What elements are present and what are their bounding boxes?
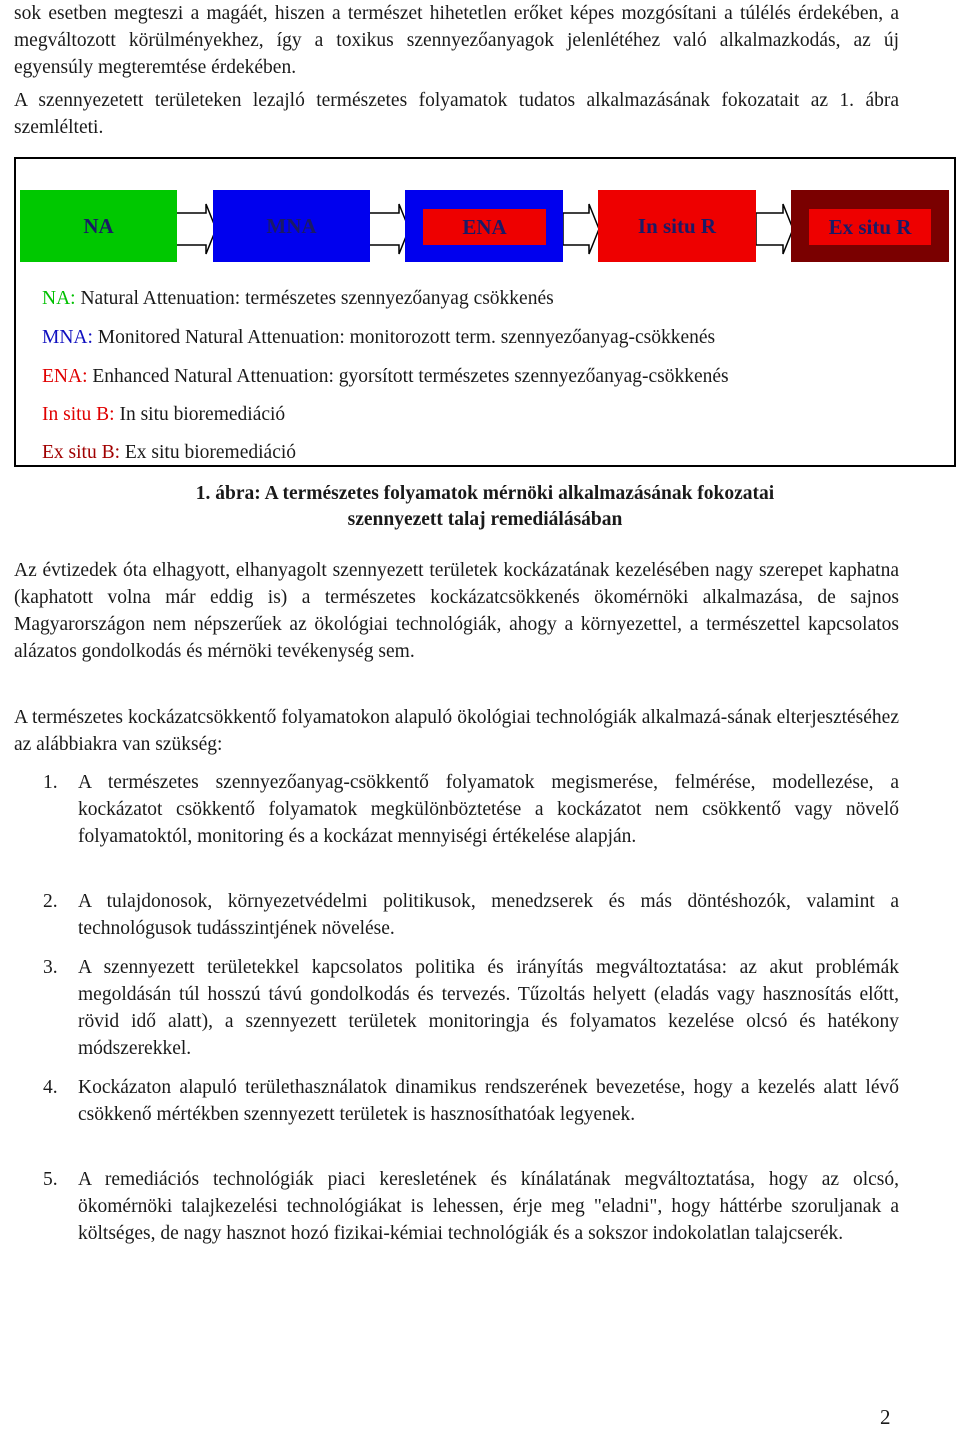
list-text: A tulajdonosok, környezetvédelmi politikusok, menedzserek és más döntéshozók, valamint a technológusok tudásszintjének növelése. [78,891,899,939]
legend-key: Ex situ B: [42,442,121,463]
legend-text: Enhanced Natural Attenuation: gyorsított természetes szennyezőanyag-csökkenés [87,366,729,387]
arrow-2 [369,204,409,254]
stage-ena-label: ENA [423,209,546,245]
legend-insitu [42,402,285,428]
intro-paragraph-2: A szennyezetett területeken lezajló természetes folyamatok tudatos alkalmazásának fokozatait az 1. ábra szemlélteti. [14,90,899,138]
stage-insitu-label: In situ R [637,213,717,238]
list-text: A természetes szennyezőanyag-csökkentő folyamatok megismerése, felmérése, modellezése, a kockázatot csökkentő folyamatok megkülönböztetése a kockázatot nem csökkentő vagy növelő folyamatoktól, monitoring és a kockázat mennyiségi értékelése alapján. [78,772,899,847]
stage-ena-box [405,190,563,262]
stage-na-box [20,190,177,262]
body-paragraph-2: A természetes kockázatcsökkentő folyamatokon alapuló ökológiai technológiák alkalmazá-sának elterjesztéséhez az alábbiakra van szükség: [14,707,899,755]
stage-mna-label: MNA [266,213,317,238]
stage-mna-box [213,190,370,262]
stage-exsitu-label: Ex situ R [809,209,931,245]
intro-paragraph-1: sok esetben megteszi a magáét, hiszen a természet hihetetlen erőket képes mozgósítani a túlélés érdekében, a megváltozott körülményekhez, így a toxikus szennyezőanyagok jelenlétéhez való alkalmazkodás, az új egyensúly megteremtése érdekében. [14,3,899,78]
legend-key: ENA: [42,366,88,387]
arrow-4 [756,204,793,254]
caption-line-1: 1. ábra: A természetes folyamatok mérnöki alkalmazásának fokozatai [195,483,775,504]
list-number: 2. [43,891,58,912]
legend-key: MNA: [42,327,93,348]
caption-line-2: szennyezett talaj remediálásában [347,509,623,530]
arrow-3 [563,204,599,254]
legend-ena [42,364,729,390]
list-number: 3. [43,957,58,978]
figure-caption [14,481,956,533]
legend-key: NA: [42,288,76,309]
legend-na [42,286,554,312]
legend-text: Natural Attenuation: természetes szennyezőanyag csökkenés [75,288,554,309]
list-number: 1. [43,772,58,793]
list-number: 4. [43,1077,58,1098]
legend-text: Monitored Natural Attenuation: monitorozott term. szennyezőanyag-csökkenés [92,327,716,348]
list-text: A remediációs technológiák piaci keresletének és kínálatának megváltoztatása, hogy az olcsó, ökomérnöki talajkezelési technológiákat is lehessen, érje meg "eladni", hogy háttérbe szoruljanak a költséges, de nagy hasznot hozó fizikai-kémiai technológiák és a sokszor indokolatlan talajcserék. [78,1169,899,1244]
body-paragraph-1: Az évtizedek óta elhagyott, elhanyagolt szennyezett területek kockázatának kezelésében nagy szerepet kaphatna (kaphatott volna már eddig is) a természetes kockázatcsökkenés ökomérnöki alkalmazása, de sajnos Magyarországon nem népszerűek az ökológiai technológiák, ahogy a környezettel, a természettel kapcsolatos alázatos gondolkodás és mérnöki tevékenység sem. [14,560,899,662]
legend-text: In situ bioremediáció [114,404,286,425]
stage-na-label: NA [83,213,114,238]
list-text: A szennyezett területekkel kapcsolatos politika és irányítás megváltoztatása: az akut problémák megoldásán túl hosszú távú gondolkodás és tervezés. Tűzoltás helyett (eladás vagy hasznosítás előtt, rövid idő alatt), a szennyezett területek monitoringja és folyamatos kezelése olcsó és hatékony módszerekkel. [78,957,899,1059]
arrow-1 [176,204,216,254]
stage-exsitu-box [791,190,949,262]
legend-mna [42,325,715,351]
legend-text: Ex situ bioremediáció [120,442,297,463]
legend-exsitu [42,440,296,466]
stage-insitu-box [598,190,756,262]
legend-key: In situ B: [42,404,115,425]
page-number: 2 [880,1405,891,1429]
list-number: 5. [43,1169,58,1190]
list-text: Kockázaton alapuló területhasználatok dinamikus rendszerének bevezetése, hogy a kezelés alatt lévő csökkenő mértékben szennyezett területek is hasznosíthatóak legyenek. [78,1077,899,1125]
